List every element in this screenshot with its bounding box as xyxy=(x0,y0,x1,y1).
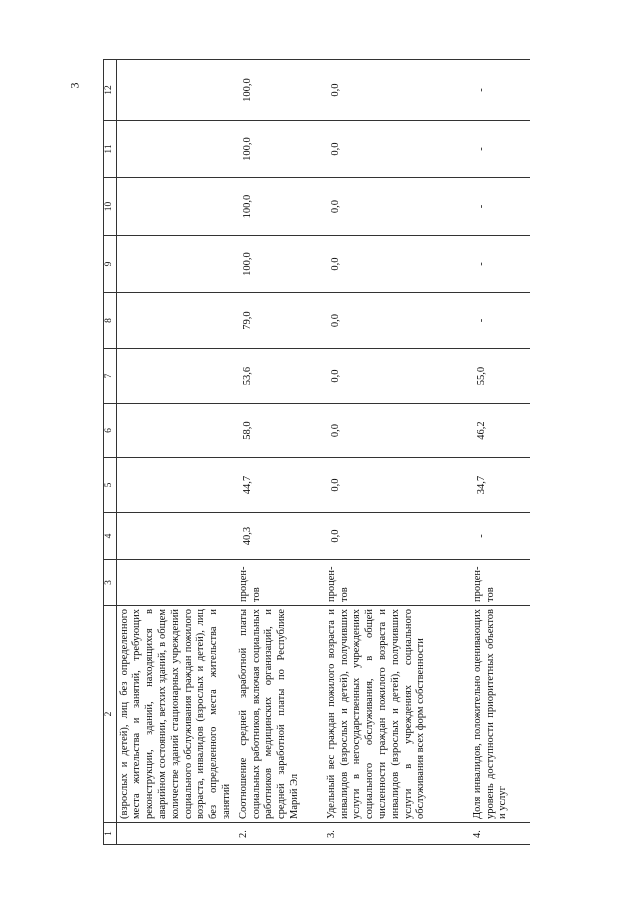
header-cell: 10 xyxy=(104,178,117,236)
value-cell xyxy=(116,121,236,178)
value-cell: 100,0 xyxy=(236,236,324,293)
table-row xyxy=(470,60,530,845)
header-cell: 12 xyxy=(104,60,117,121)
value-cell: 58,0 xyxy=(236,404,324,458)
value-cell: 0,0 xyxy=(324,121,470,178)
row-description: (взрослых и детей), лиц без определенного места жительства и занятий, требующих реконструкции, зданий, находящихся в аварийном состоянии, ветхих зданий, в общем количестве зданий стационарных учреждений социального обслуживания граждан пожилого возраста, инвалидов (взрослых и детей), лиц без определенного места жительства и занятий xyxy=(116,606,236,823)
value-cell xyxy=(116,349,236,404)
header-cell: 5 xyxy=(104,458,117,513)
value-cell xyxy=(116,60,236,121)
header-cell: 6 xyxy=(104,404,117,458)
value-cell: - xyxy=(470,121,530,178)
value-cell: - xyxy=(470,293,530,349)
row-index xyxy=(116,823,236,845)
row-index: 2. xyxy=(236,823,324,845)
value-cell: - xyxy=(470,236,530,293)
value-cell: - xyxy=(470,513,530,560)
value-cell: 40,3 xyxy=(236,513,324,560)
value-cell: 44,7 xyxy=(236,458,324,513)
value-cell xyxy=(116,236,236,293)
value-cell xyxy=(116,404,236,458)
value-cell: 46,2 xyxy=(470,404,530,458)
header-cell: 9 xyxy=(104,236,117,293)
row-index: 4. xyxy=(470,823,530,845)
row-description: Удельный вес граждан пожилого возраста и инвалидов (взрослых и детей), получивших услуги в негосударственных учреждениях социального обслуживания, в общей численности граждан пожилого возраста и инвалидов (взрослых и детей), получивших услуги в учреждениях социального обслуживания всех форм собственности xyxy=(324,606,470,823)
row-unit: процен-тов xyxy=(324,560,470,606)
value-cell: 0,0 xyxy=(324,404,470,458)
value-cell: 0,0 xyxy=(324,60,470,121)
header-cell: 7 xyxy=(104,349,117,404)
row-index: 3. xyxy=(324,823,470,845)
value-cell: 0,0 xyxy=(324,178,470,236)
row-unit xyxy=(116,560,236,606)
row-unit: процен-тов xyxy=(236,560,324,606)
value-cell: 79,0 xyxy=(236,293,324,349)
value-cell xyxy=(116,293,236,349)
value-cell: 100,0 xyxy=(236,60,324,121)
value-cell: 0,0 xyxy=(324,458,470,513)
value-cell: - xyxy=(470,60,530,121)
table-row xyxy=(324,60,470,845)
value-cell xyxy=(116,513,236,560)
header-cell: 8 xyxy=(104,293,117,349)
value-cell: 0,0 xyxy=(324,513,470,560)
value-cell: 53,6 xyxy=(236,349,324,404)
value-cell: - xyxy=(470,178,530,236)
row-description: Соотношение средней заработной платы социальных работников, включая социальных работников медицинских организаций, и средней заработной платы по Республике Марий Эл xyxy=(236,606,324,823)
table-row xyxy=(236,60,324,845)
value-cell: 0,0 xyxy=(324,293,470,349)
value-cell: 34,7 xyxy=(470,458,530,513)
value-cell: 0,0 xyxy=(324,236,470,293)
value-cell: 100,0 xyxy=(236,121,324,178)
header-cell: 4 xyxy=(104,513,117,560)
page-number: 3 xyxy=(67,82,82,89)
rotated-table-wrapper xyxy=(103,60,535,845)
header-row xyxy=(104,60,117,845)
header-cell: 1 xyxy=(104,823,117,845)
table-row xyxy=(116,60,236,845)
value-cell xyxy=(116,178,236,236)
value-cell: 0,0 xyxy=(324,349,470,404)
value-cell xyxy=(116,458,236,513)
header-cell: 2 xyxy=(104,606,117,823)
value-cell: 100,0 xyxy=(236,178,324,236)
header-cell: 3 xyxy=(104,560,117,606)
row-unit: процен-тов xyxy=(470,560,530,606)
indicators-table xyxy=(103,59,530,845)
value-cell: 55,0 xyxy=(470,349,530,404)
row-description: Доля инвалидов, положительно оценивающих уровень доступности приоритетных объектов и услуг xyxy=(470,606,530,823)
header-cell: 11 xyxy=(104,121,117,178)
